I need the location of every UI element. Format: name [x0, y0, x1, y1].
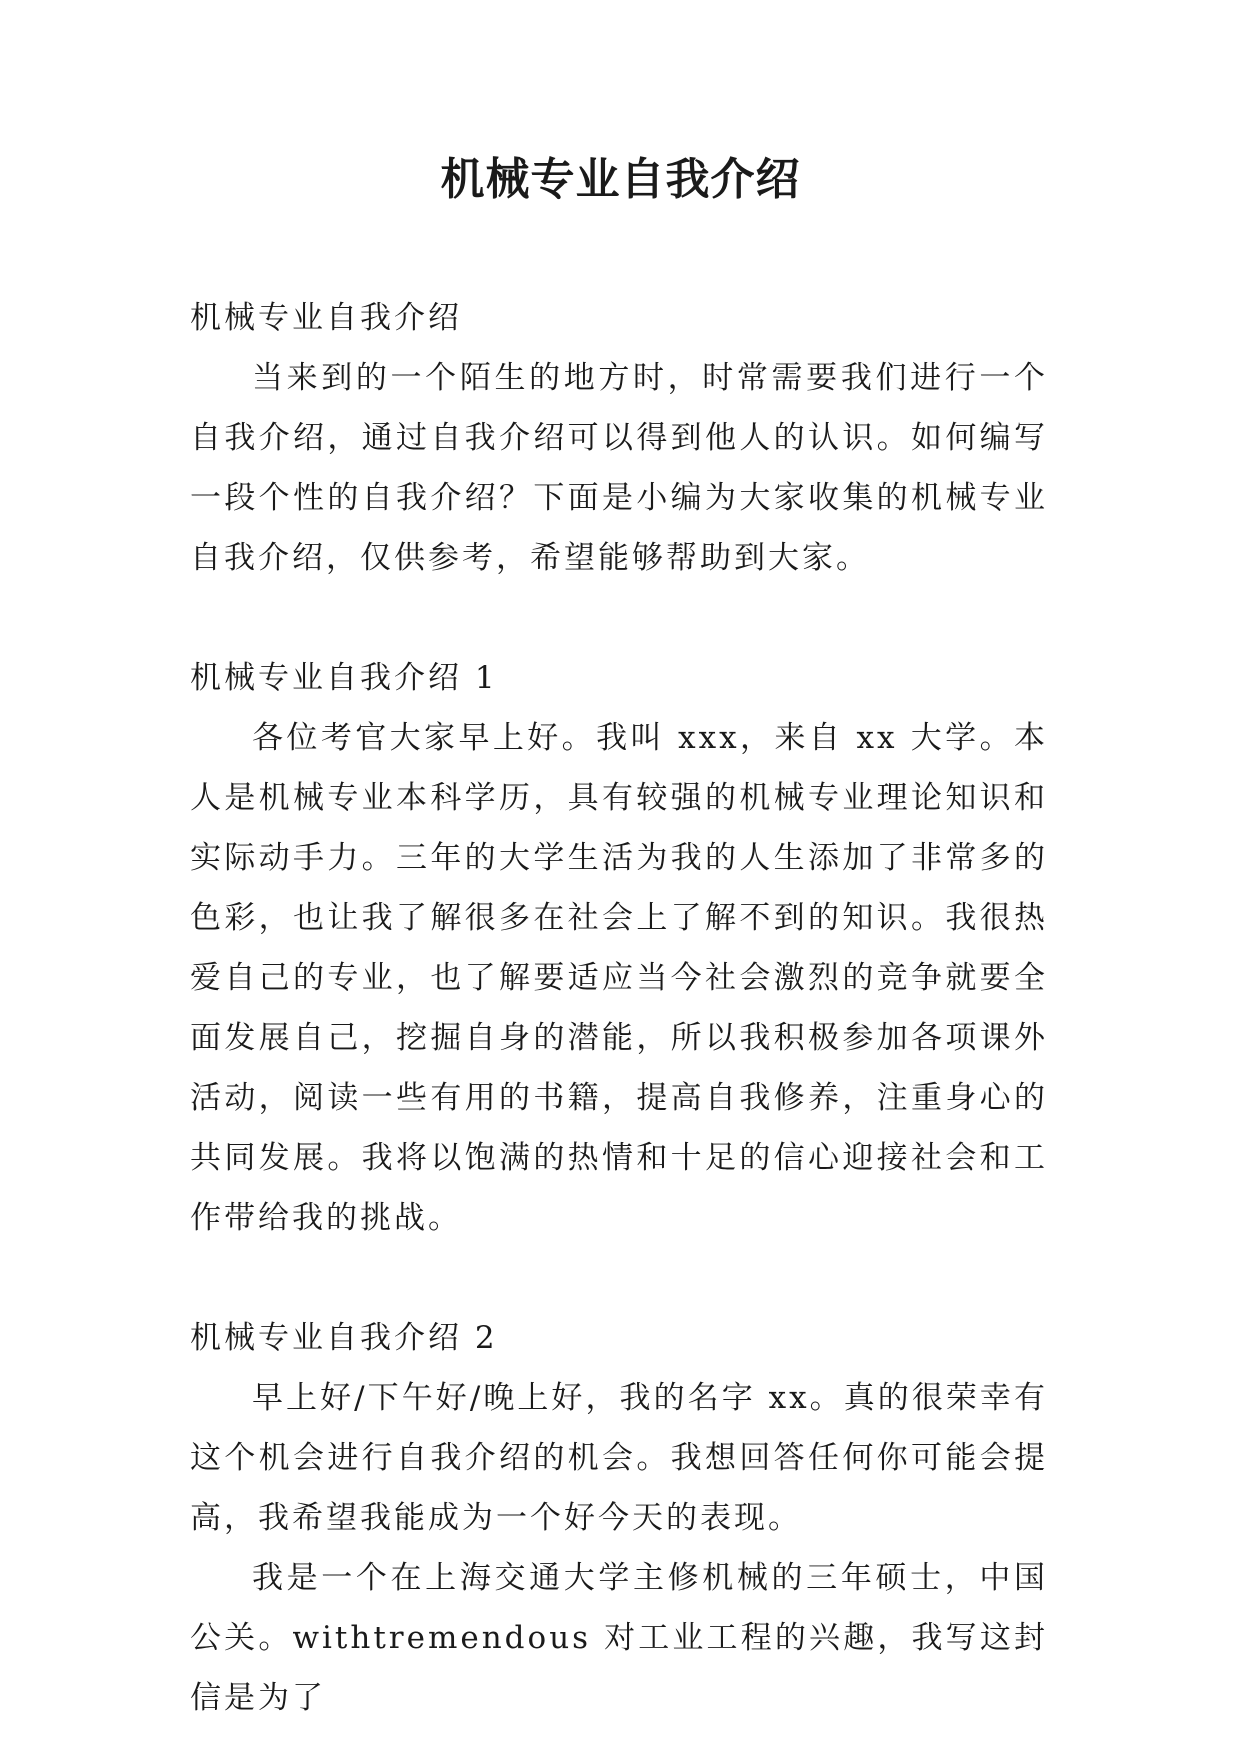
section-heading: 机械专业自我介绍 — [190, 300, 462, 336]
paragraph: 各位考官大家早上好。我叫 xxx，来自 xx 大学。本人是机械专业本科学历，具有较强的机械专业理论知识和实际动手力。三年的大学生活为我的人生添加了非常多的色彩，也让我了解很多在社会上了解不到的知识。我很热爱自己的专业，也了解要适应当今社会激烈的竞争就要全面发展自己，挖掘自身的潜能，所以我积极参加各项课外活动，阅读一些有用的书籍，提高自我修养，注重身心的共同发展。我将以饱满的热情和十足的信心迎接社会和工作带给我的挑战。 — [190, 720, 1048, 1236]
paragraph: 早上好/下午好/晚上好，我的名字 xx。真的很荣幸有这个机会进行自我介绍的机会。我想回答任何你可能会提高，我希望我能成为一个好今天的表现。 — [190, 1380, 1048, 1536]
section-intro-1 — [190, 648, 1048, 1248]
paragraph: 当来到的一个陌生的地方时，时常需要我们进行一个自我介绍，通过自我介绍可以得到他人的认识。如何编写一段个性的自我介绍？下面是小编为大家收集的机械专业自我介绍，仅供参考，希望能够帮助到大家。 — [190, 360, 1048, 576]
section-spacer — [190, 1248, 1048, 1308]
section-spacer — [190, 588, 1048, 648]
paragraph: 我是一个在上海交通大学主修机械的三年硕士，中国公关。withtremendous 对工业工程的兴趣，我写这封信是为了 — [190, 1560, 1048, 1716]
section-heading: 机械专业自我介绍 2 — [190, 1320, 498, 1356]
section-heading: 机械专业自我介绍 1 — [190, 660, 498, 696]
document-title: 机械专业自我介绍 — [440, 154, 801, 205]
section-intro — [190, 288, 1048, 588]
section-intro-2 — [190, 1308, 1048, 1728]
document-body — [190, 288, 1048, 1728]
